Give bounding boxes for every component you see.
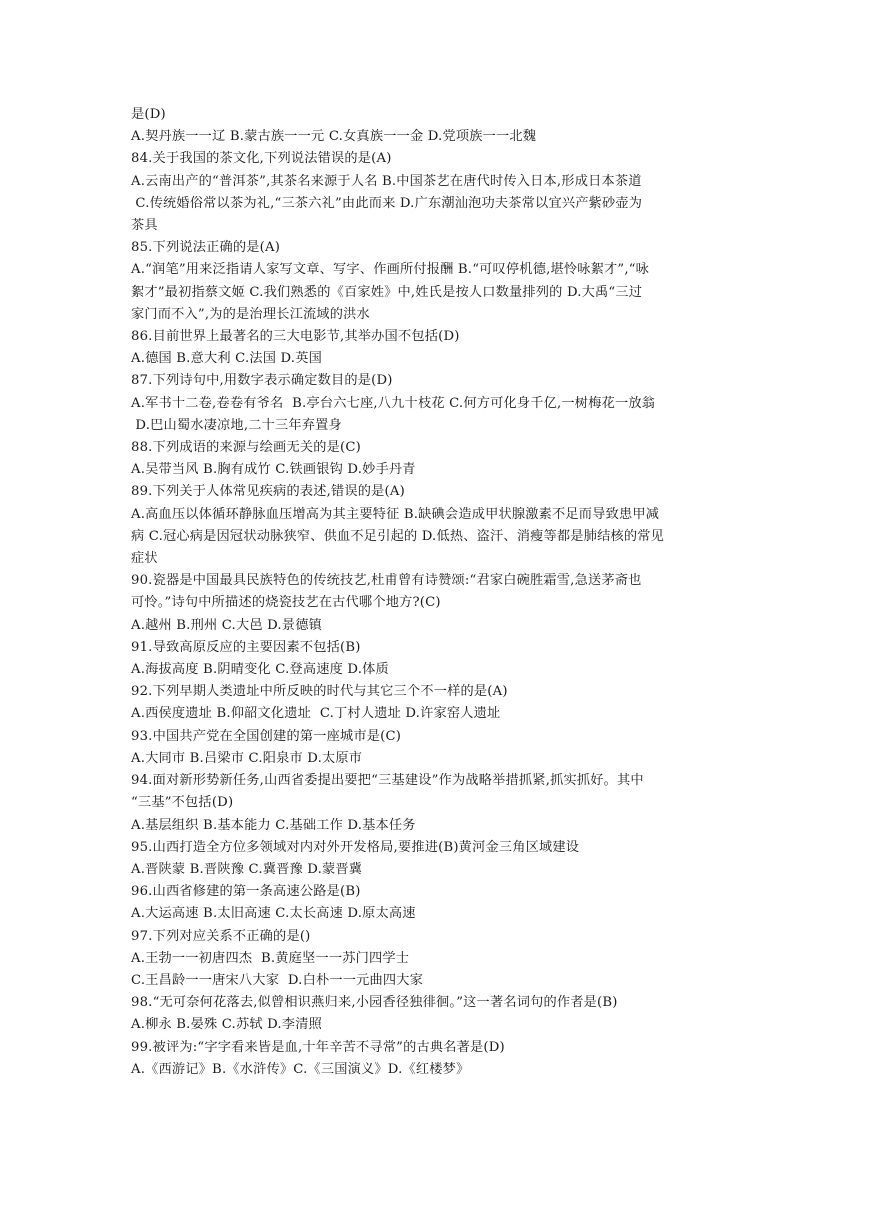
text-line: 96.山西省修建的第一条高速公路是(B) <box>131 884 361 900</box>
text-line: A.德国 B.意大利 C.法国 D.英国 <box>131 351 322 367</box>
text-line: 84.关于我国的茶文化,下列说法错误的是(A) <box>131 151 392 167</box>
text-line: 88.下列成语的来源与绘画无关的是(C) <box>131 440 361 456</box>
text-line: 89.下列关于人体常见疾病的表述,错误的是(A) <box>131 484 405 500</box>
text-line: A.高血压以体循环静脉血压增高为其主要特征 B.缺碘会造成甲状腺激素不足而导致患甲减 <box>131 506 660 522</box>
text-line: 90.瓷器是中国最具民族特色的传统技艺,杜甫曾有诗赞颂:“君家白碗胜霜雪,急送茅斋也 <box>131 573 642 589</box>
text-line: 85.下列说法正确的是(A) <box>131 240 281 256</box>
text-line: 可怜。”诗句中所描述的烧瓷技艺在古代哪个地方?(C) <box>131 595 441 611</box>
text-line: A.大同市 B.吕梁市 C.阳泉市 D.太原市 <box>131 750 363 766</box>
text-line: “三基”不包括(D) <box>131 795 234 811</box>
text-line: 87.下列诗句中,用数字表示确定数目的是(D) <box>131 373 393 389</box>
text-line: 病 C.冠心病是因冠状动脉狭窄、供血不足引起的 D.低热、盗汗、消瘦等都是肺结核的常见 <box>131 528 665 544</box>
text-line: 97.下列对应关系不正确的是() <box>131 928 311 944</box>
text-line: 93.中国共产党在全国创建的第一座城市是(C) <box>131 728 402 744</box>
text-line: 茶具 <box>131 218 158 234</box>
text-line: A.大运高速 B.太旧高速 C.太长高速 D.原太高速 <box>131 906 416 922</box>
text-line: A.柳永 B.晏殊 C.苏轼 D.李清照 <box>131 1017 322 1033</box>
text-line: A.越州 B.刑州 C.大邑 D.景德镇 <box>131 617 322 633</box>
text-line: A.海拔高度 B.阴晴变化 C.登高速度 D.体质 <box>131 662 389 678</box>
text-line: 94.面对新形势新任务,山西省委提出要把“三基建设”作为战略举措抓紧,抓实抓好。其中 <box>131 773 644 789</box>
text-line: A.吴带当风 B.胸有成竹 C.铁画银钩 D.妙手丹青 <box>131 462 416 478</box>
text-line: 98.“无可奈何花落去,似曾相识燕归来,小园香径独徘徊。”这一著名词句的作者是(B) <box>131 995 618 1011</box>
text-line: A.王勃一一初唐四杰 B.黄庭坚一一苏门四学士 <box>131 950 410 966</box>
text-line: 91.导致高原反应的主要因素不包括(B) <box>131 639 361 655</box>
text-line: A.契丹族一一辽 B.蒙古族一一元 C.女真族一一金 D.党项族一一北魏 <box>131 129 537 145</box>
text-line: 92.下列早期人类遗址中所反映的时代与其它三个不一样的是(A) <box>131 684 508 700</box>
text-line: 症状 <box>131 551 158 567</box>
text-line: C.传统婚俗常以茶为礼,“三茶六礼”由此而来 D.广东潮汕泡功夫茶常以宜兴产紫砂壶为 <box>131 195 643 211</box>
text-line: C.王昌龄一一唐宋八大家 D.白朴一一元曲四大家 <box>131 972 424 988</box>
text-line: D.巴山蜀水凄凉地,二十三年弃置身 <box>131 417 342 433</box>
text-line: 絮才”最初指蔡文姬 C.我们熟悉的《百家姓》中,姓氏是按人口数量排列的 D.大禹“三过 <box>131 284 643 300</box>
text-line: A.“润笔”用来泛指请人家写文章、写字、作画所付报酬 B.“可叹停机德,堪怜咏絮才”,“咏 <box>131 262 650 278</box>
text-line: A.军书十二卷,卷卷有爷名 B.亭台六七座,八九十枝花 C.何方可化身千亿,一树梅花一放翁 <box>131 395 656 411</box>
text-line: 86.目前世界上最著名的三大电影节,其举办国不包括(D) <box>131 329 460 345</box>
text-line: A.《西游记》B.《水浒传》C.《三国演义》D.《红楼梦》 <box>131 1061 470 1077</box>
text-line: A.基层组织 B.基本能力 C.基础工作 D.基本任务 <box>131 817 416 833</box>
text-line: A.云南出产的“普洱茶”,其茶名来源于人名 B.中国茶艺在唐代时传入日本,形成日本茶道 <box>131 173 642 189</box>
text-line: 99.被评为:“字字看来皆是血,十年辛苦不寻常”的古典名著是(D) <box>131 1039 505 1055</box>
text-line: 家门而不入”,为的是治理长江流域的洪水 <box>131 306 370 322</box>
text-line: 95.山西打造全方位多领域对内对外开发格局,要推进(B)黄河金三角区域建设 <box>131 839 580 855</box>
text-line: 是(D) <box>131 107 166 122</box>
text-line: A.晋陕蒙 B.晋陕豫 C.冀晋豫 D.蒙晋冀 <box>131 861 363 877</box>
document-page <box>131 104 743 1081</box>
text-line: A.西侯度遗址 B.仰韶文化遗址 C.丁村人遗址 D.许家窑人遗址 <box>131 706 501 722</box>
